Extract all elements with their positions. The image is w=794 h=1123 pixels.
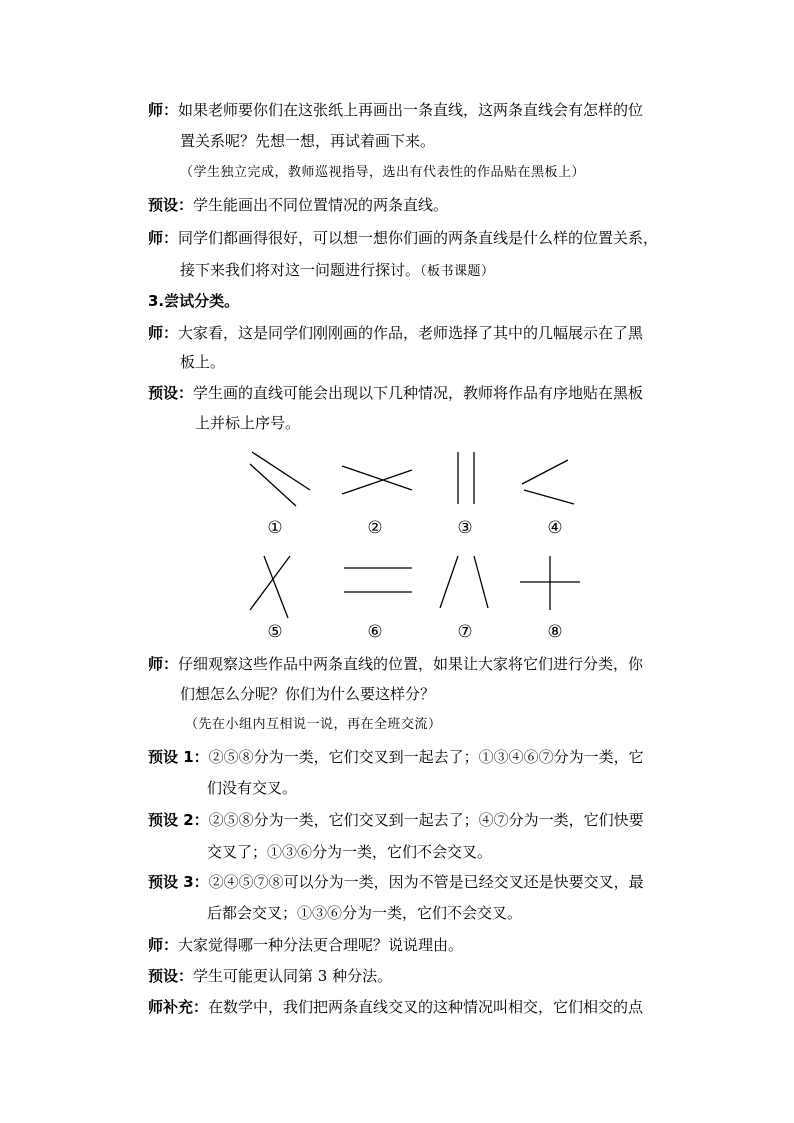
stage-note: （学生独立完成，教师巡视指导，选出有代表性的作品贴在黑板上） <box>180 165 586 180</box>
figure-label: ⑤ <box>267 622 283 642</box>
paragraph-text: 大家看，这是同学们刚刚画的作品，老师选择了其中的几幅展示在了黑 <box>178 324 644 342</box>
figure-label: ⑦ <box>457 622 473 642</box>
speaker-label: 师： <box>148 101 179 119</box>
speaker-label: 预设： <box>148 196 194 214</box>
stage-note: （先在小组内互相说一说，再在全班交流） <box>185 717 442 732</box>
speaker-label: 师： <box>148 229 179 247</box>
paragraph-text: 同学们都画得很好，可以想一想你们画的两条直线是什么样的位置关系， <box>178 229 659 247</box>
figure-2 <box>330 448 420 548</box>
section-heading: 3.尝试分类。 <box>148 292 240 310</box>
speaker-label: 预设： <box>148 967 194 985</box>
figure-8 <box>510 552 600 652</box>
paragraph-preset <box>148 966 392 986</box>
paragraph-text: 仔细观察这些作品中两条直线的位置，如果让大家将它们进行分类，你 <box>178 655 644 673</box>
speaker-label: 预设： <box>148 384 194 402</box>
paragraph-text: 学生可能更认同第 3 种分法。 <box>193 967 393 985</box>
figure-label: ⑧ <box>547 622 563 642</box>
figure-5 <box>230 552 320 652</box>
parallel-slanted-lines-drawing <box>230 448 320 518</box>
paragraph-preset <box>148 195 448 215</box>
figure-label: ① <box>267 518 283 538</box>
figure-6 <box>330 552 420 652</box>
paragraph-continuation: 板上。 <box>180 353 226 371</box>
paragraph-text: ②⑤⑧分为一类，它们交叉到一起去了；④⑦分为一类，它们快要 <box>208 811 644 829</box>
horizontal-parallel-lines-drawing <box>330 552 420 622</box>
vertical-parallel-lines-drawing <box>420 448 510 518</box>
speaker-label: 师： <box>148 936 179 954</box>
perpendicular-lines-drawing <box>510 552 600 622</box>
converging-lines-drawing <box>510 448 600 518</box>
line-figures <box>230 448 600 658</box>
paragraph-text: ②④⑤⑦⑧可以分为一类，因为不管是已经交叉还是快要交叉，最 <box>208 873 644 891</box>
paragraph-teacher-3 <box>148 323 643 343</box>
figure-label: ⑥ <box>367 622 383 642</box>
stage-note: （板书课题） <box>420 264 495 279</box>
speaker-label: 预设 3： <box>148 873 209 891</box>
paragraph-teacher-supplement <box>148 997 643 1017</box>
paragraph-text: 如果老师要你们在这张纸上再画出一条直线，这两条直线会有怎样的位 <box>178 101 644 119</box>
paragraph-text: 学生画的直线可能会出现以下几种情况，教师将作品有序地贴在黑板 <box>193 384 644 402</box>
speaker-label: 师补充： <box>148 998 209 1016</box>
figure-label: ④ <box>547 518 563 538</box>
paragraph-preset-1 <box>148 747 644 767</box>
paragraph-text: 在数学中，我们把两条直线交叉的这种情况叫相交，它们相交的点 <box>208 998 644 1016</box>
paragraph-teacher-1 <box>148 100 643 120</box>
figure-1 <box>230 448 320 548</box>
speaker-label: 师： <box>148 655 179 673</box>
speaker-label: 预设 1： <box>148 748 209 766</box>
figure-3 <box>420 448 510 548</box>
paragraph-continuation: 上并标上序号。 <box>195 414 301 432</box>
converging-lines-drawing <box>420 552 510 622</box>
paragraph-continuation: 们没有交叉。 <box>207 779 298 797</box>
figure-label: ② <box>367 518 383 538</box>
figure-7 <box>420 552 510 652</box>
paragraph-preset <box>148 383 643 403</box>
paragraph-text: 大家觉得哪一种分法更合理呢？说说理由。 <box>178 936 464 954</box>
paragraph-continuation: 置关系呢？先想一想，再试着画下来。 <box>180 132 436 150</box>
paragraph-preset-2 <box>148 810 644 830</box>
continuation-text: 接下来我们将对这一问题进行探讨。 <box>180 261 421 279</box>
paragraph-continuation <box>180 260 495 282</box>
paragraph-text: 学生能画出不同位置情况的两条直线。 <box>193 196 449 214</box>
paragraph-continuation: 们想怎么分呢？你们为什么要这样分？ <box>180 685 436 703</box>
paragraph-teacher-5 <box>148 935 463 955</box>
figure-4 <box>510 448 600 548</box>
figure-label: ③ <box>457 518 473 538</box>
paragraph-teacher-2 <box>148 228 658 248</box>
crossing-lines-drawing <box>230 552 320 622</box>
paragraph-continuation: 后都会交叉；①③⑥分为一类，它们不会交叉。 <box>207 904 523 922</box>
paragraph-continuation: 交叉了；①③⑥分为一类，它们不会交叉。 <box>207 843 493 861</box>
paragraph-teacher-4 <box>148 654 643 674</box>
speaker-label: 师： <box>148 324 179 342</box>
paragraph-preset-3 <box>148 872 644 892</box>
speaker-label: 预设 2： <box>148 811 209 829</box>
paragraph-text: ②⑤⑧分为一类，它们交叉到一起去了；①③④⑥⑦分为一类，它 <box>208 748 644 766</box>
crossing-lines-drawing <box>330 448 420 518</box>
